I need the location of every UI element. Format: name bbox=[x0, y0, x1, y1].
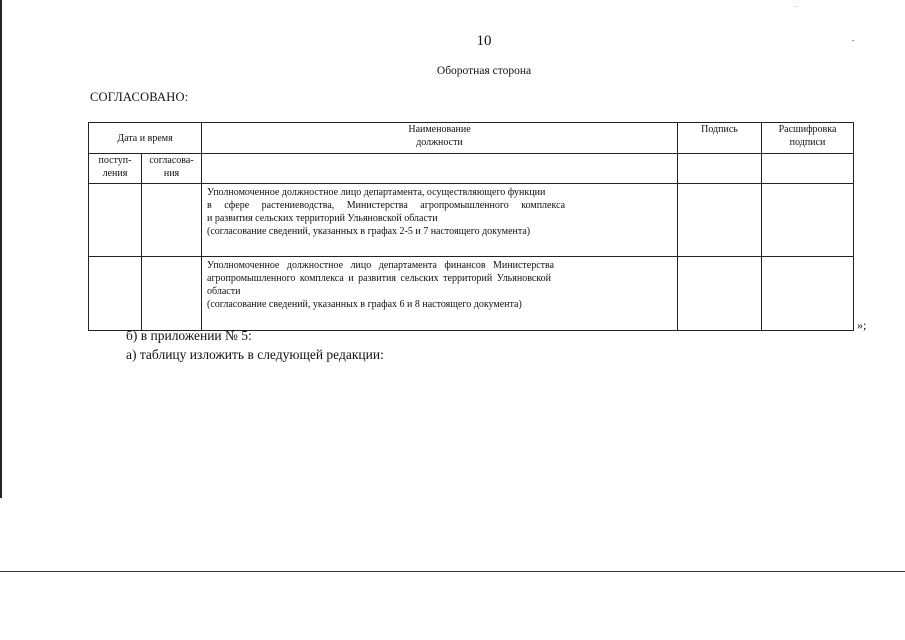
signature-cell bbox=[678, 184, 762, 257]
empty-cell bbox=[678, 154, 762, 184]
page-number: 10 bbox=[476, 33, 492, 49]
empty-cell bbox=[202, 154, 678, 184]
approval-table bbox=[88, 122, 854, 331]
position-cell: Уполномоченное должностное лицо департамента финансов Министерства агропромышленного комплекса и развития сельских территорий Ульяновской области (согласование сведений, указанных в графах 6 и 8 настоящего документа) bbox=[202, 257, 678, 331]
table-row bbox=[89, 184, 854, 257]
header-received: поступ- ления bbox=[89, 154, 142, 184]
decoding-cell bbox=[762, 257, 854, 331]
received-cell bbox=[89, 184, 142, 257]
signature-cell bbox=[678, 257, 762, 331]
approved-label: СОГЛАСОВАНО: bbox=[90, 90, 189, 104]
approval-cell bbox=[142, 257, 202, 331]
decoding-cell bbox=[762, 184, 854, 257]
scan-speck bbox=[796, 6, 797, 7]
table-subheader-row bbox=[89, 154, 854, 184]
header-signature: Подпись bbox=[678, 123, 762, 154]
header-decoding: Расшифровка подписи bbox=[762, 123, 854, 154]
item-b-text: б) в приложении № 5: bbox=[126, 328, 252, 343]
header-approval: согласова- ния bbox=[142, 154, 202, 184]
received-cell bbox=[89, 257, 142, 331]
table-row bbox=[89, 257, 854, 331]
closing-quote: »; bbox=[857, 318, 867, 332]
scan-bottom-border bbox=[0, 571, 905, 572]
empty-cell bbox=[762, 154, 854, 184]
position-cell: Уполномоченное должностное лицо департамента, осуществляющего функции в сфере растениеводства, Министерства агропромышленного комплекса и развития сельских территорий Ульяновской области (согласование сведений, указанных в графах 2-5 и 7 настоящего документа) bbox=[202, 184, 678, 257]
approval-cell bbox=[142, 184, 202, 257]
table-header-row bbox=[89, 123, 854, 154]
section-title: Оборотная сторона bbox=[436, 65, 532, 77]
item-a-text: а) таблицу изложить в следующей редакции: bbox=[126, 347, 384, 362]
header-position: Наименование должности bbox=[202, 123, 678, 154]
header-datetime: Дата и время bbox=[89, 123, 202, 154]
